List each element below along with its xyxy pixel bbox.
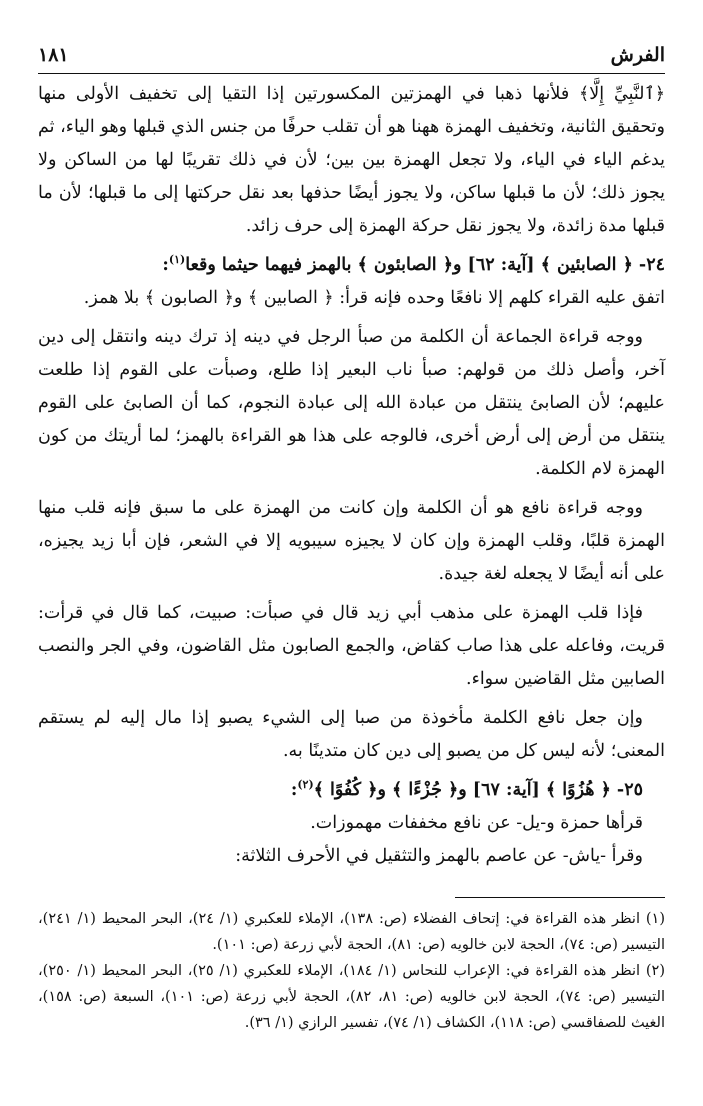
main-text bbox=[38, 78, 665, 873]
paragraph: ووجه قراءة نافع هو أن الكلمة وإن كانت من الهمزة على ما سبق فإنه قلب منها الهمزة قلبًا، وقلب الهمزة وإن كان لا يجيزه سيبويه إلا في الشعر، فإن أبا زيد يجيزه، على أنه أيضًا لا يجعله لغة جيدة. bbox=[38, 497, 665, 584]
paragraph: اتفق عليه القراء كلهم إلا نافعًا وحده فإنه قرأ: ﴿ الصابين ﴾ و﴿ الصابون ﴾ بلا همز. bbox=[83, 287, 665, 308]
page-header bbox=[38, 40, 665, 74]
footnote-marker: (١) bbox=[168, 253, 186, 266]
paragraph: وإن جعل نافع الكلمة مأخوذة من صبا إلى الشيء يصبو إذا مال إليه لم يستقم المعنى؛ لأنه ليس كل من يصبو إلى دين كان متدينًا به. bbox=[38, 707, 665, 761]
entry-heading-text: ٢٥- ﴿ هُزُوًا ﴾ [آية: ٦٧] و﴿ جُزْءًا ﴾ و﴿ كُفُوًا ﴾ bbox=[313, 779, 643, 800]
footnote-divider bbox=[455, 897, 665, 898]
footnote: (٢) انظر هذه القراءة في: الإعراب للنحاس (١/ ١٨٤)، الإملاء للعكبري (١/ ٢٥)، البحر المحيط (١/ ٢٥٠)، التيسير (ص: ٧٤)، الحجة لابن خالويه (ص: ٨١، ٨٢)، الحجة لأبي زرعة (ص: ١٠١)، السبعة (ص: ١٥٨)، الغيث للصفاقسي (ص: ١١٨)، الكشاف (١/ ٧٤)، تفسير الرازي (١/ ٣٦). bbox=[38, 963, 666, 1031]
entry-heading-25: ٢٥- ﴿ هُزُوًا ﴾ [آية: ٦٧] و﴿ جُزْءًا ﴾ و﴿ كُفُوًا ﴾$^{(٢)}$: bbox=[290, 777, 643, 800]
footnotes bbox=[38, 906, 665, 1036]
footnote: (١) انظر هذه القراءة في: إتحاف الفضلاء (ص: ١٣٨)، الإملاء للعكبري (١/ ٢٤)، البحر المحيط (١/ ٢٤١)، التيسير (ص: ٧٤)، الحجة لابن خالويه (ص: ٨١)، الحجة لأبي زرعة (ص: ١٠١). bbox=[38, 911, 666, 953]
paragraph: قرأها حمزة و-يل- عن نافع مخففات مهموزات. bbox=[310, 812, 643, 833]
paragraph: ووجه قراءة الجماعة أن الكلمة من صبأ الرجل في دينه إذ ترك دينه وانتقل إلى دين آخر، وأصل ذلك من قولهم: صبأ ناب البعير إذا طلع، وصبأت على القوم إذا طلعت عليهم؛ لأن الصابئ ينتقل من عبادة الله إلى عبادة النجوم، كما أن الصابئ على القوم ينتقل من أرض إلى أرض أخرى، فالوجه على هذا هو القراءة بالهمز؛ لما أريتك من كون الهمزة لام الكلمة. bbox=[38, 326, 665, 479]
page-number: ١٨١ bbox=[38, 43, 69, 66]
entry-heading-24: ٢٤- ﴿ الصابئين ﴾ [آية: ٦٢] و﴿ الصابئون ﴾ بالهمز فيهما حيثما وقعا$^{(١)}$: bbox=[162, 253, 665, 275]
paragraph: فإذا قلب الهمزة على مذهب أبي زيد قال في صبأت: صبيت، كما قال في قرأت: قريت، وفاعله على هذا صاب كقاض، والجمع الصابون مثل القاضون، وفي الجر والنصب الصابين مثل القاضين سواء. bbox=[38, 602, 665, 689]
running-title: الفرش bbox=[610, 43, 665, 66]
paragraph: وقرأ -ياش- عن عاصم بالهمز والتثقيل في الأحرف الثلاثة: bbox=[235, 845, 643, 866]
paragraph: ﴿ٱلنَّبِيِّ إِلَّا﴾ فلأنها ذهبا في الهمزتين المكسورتين إذا التقيا إلى تخفيف الأولى منها وتحقيق الثانية، وتخفيف الهمزة ههنا هو أن تقلب حرفًا من جنس الذي قبلها وهو الياء، ثم يدغم الياء في الياء، ولا تجعل الهمزة بين بين؛ لأن في ذلك تقريبًا لها من الساكن ولا يجوز ذلك؛ لأن ما قبلها ساكن، ولا يجوز أيضًا حذفها بعد نقل حركتها إلى ما قبلها؛ لأن ما قبلها مدة زائدة، ولا يجوز نقل حركة الهمزة إلى حرف زائد. bbox=[38, 84, 665, 236]
entry-heading-text: ٢٤- ﴿ الصابئين ﴾ [آية: ٦٢] و﴿ الصابئون ﴾ بالهمز فيهما حيثما وقعا bbox=[185, 254, 665, 275]
footnote-marker: (٢) bbox=[297, 777, 314, 791]
